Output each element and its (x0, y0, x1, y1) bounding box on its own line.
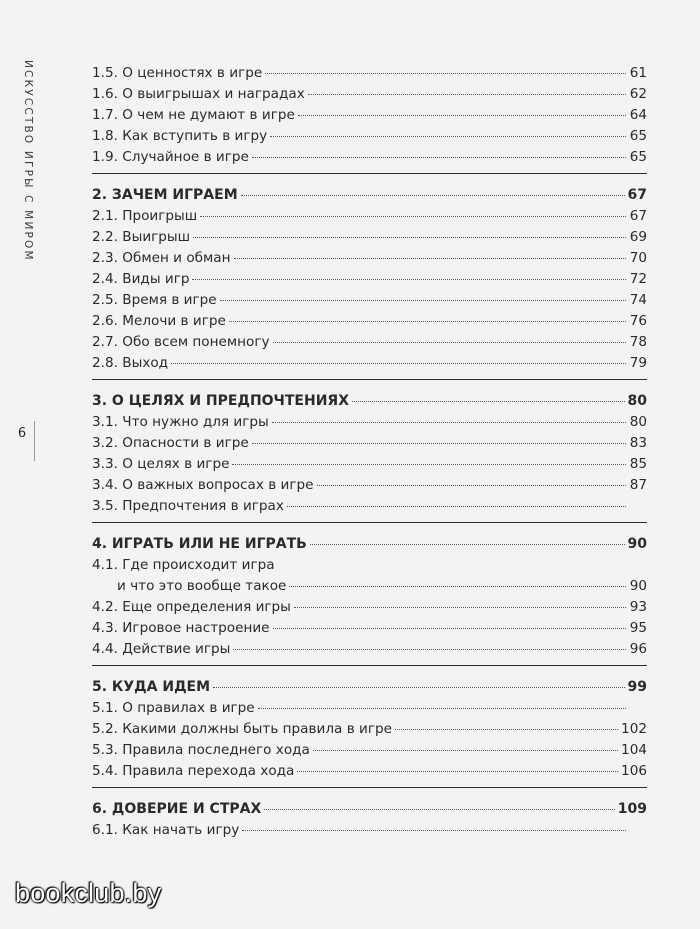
toc-entry-label: 5.3. Правила последнего хода (92, 742, 310, 758)
chapter-heading (92, 185, 647, 206)
toc-entry (92, 84, 647, 105)
toc-entry-label: и что это вообще такое (117, 578, 287, 594)
dot-leader (192, 279, 626, 280)
dot-leader (265, 73, 626, 74)
toc-entry-page: 80 (629, 414, 647, 430)
toc-entry-label: 4.1. Где происходит игра (92, 557, 275, 573)
dot-leader (252, 157, 626, 158)
dot-leader (233, 649, 626, 650)
dot-leader (352, 401, 625, 402)
toc-entry (92, 433, 647, 454)
toc-entry-page: 72 (629, 271, 647, 287)
dot-leader (193, 237, 626, 238)
chapter-heading-label: 4. ИГРАТЬ ИЛИ НЕ ИГРАТЬ (92, 536, 307, 552)
toc-entry-page: 83 (629, 435, 647, 451)
toc-entry-label: 2.6. Мелочи в игре (92, 313, 226, 329)
toc-entry (92, 63, 647, 84)
toc-entry (92, 227, 647, 248)
toc-entry-label: 4.4. Действие игры (92, 641, 231, 657)
dot-leader (200, 216, 626, 217)
dot-leader (297, 771, 618, 772)
toc-entry (92, 740, 647, 761)
toc-entry-label: 2.4. Виды игр (92, 271, 190, 287)
dot-leader (294, 607, 626, 608)
toc-entry-label: 3.4. О важных вопросах в игре (92, 477, 314, 493)
toc-entry (92, 820, 647, 841)
toc-entry (92, 248, 647, 269)
toc-entry-label: 1.8. Как вступить в игру (92, 128, 268, 144)
toc-entry (92, 618, 647, 639)
section-gap (92, 788, 647, 799)
toc-entry-label: 2.7. Обо всем понемногу (92, 334, 270, 350)
dot-leader (313, 750, 618, 751)
dot-leader (310, 544, 625, 545)
page-number-rule (34, 421, 35, 461)
dot-leader (273, 342, 626, 343)
dot-leader (287, 506, 626, 507)
dot-leader (234, 258, 627, 259)
chapter-heading (92, 677, 647, 698)
toc-entry-label: 2.1. Проигрыш (92, 208, 198, 224)
dot-leader (229, 321, 626, 322)
watermark: bookclub.by (15, 878, 162, 908)
toc-entry-page: 64 (629, 107, 647, 123)
dot-leader (289, 586, 626, 587)
toc-entry-page: 78 (629, 334, 647, 350)
dot-leader (213, 687, 624, 688)
chapter-heading (92, 391, 647, 412)
chapter-heading-page: 109 (617, 801, 647, 817)
section-gap (92, 666, 647, 677)
toc-entry (92, 332, 647, 353)
chapter-heading (92, 799, 647, 820)
running-title (18, 60, 38, 390)
toc-entry-page: 85 (629, 456, 647, 472)
chapter-heading (92, 534, 647, 555)
toc-entry (92, 639, 647, 660)
toc-entry-page: 65 (629, 149, 647, 165)
toc-entry-page: 79 (629, 355, 647, 371)
toc-entry (92, 269, 647, 290)
toc-entry-label: 4.2. Еще определения игры (92, 599, 291, 615)
toc-entry-page: 74 (629, 292, 647, 308)
chapter-heading-page: 80 (627, 393, 647, 409)
section-gap (92, 174, 647, 185)
dot-leader (272, 422, 626, 423)
dot-leader (298, 115, 626, 116)
chapter-heading-page: 67 (627, 187, 647, 203)
toc-entry-label: 2.5. Время в игре (92, 292, 217, 308)
dot-leader (252, 443, 626, 444)
toc-entry (92, 698, 647, 719)
toc-entry-page: 62 (629, 86, 647, 102)
toc-entry-label: 3.5. Предпочтения в играх (92, 498, 284, 514)
toc-entry-page: 102 (621, 721, 647, 737)
toc-entry (92, 555, 647, 576)
toc-entry (92, 353, 647, 374)
toc-entry (92, 475, 647, 496)
chapter-heading-page: 90 (627, 536, 647, 552)
toc-entry-page: 69 (629, 229, 647, 245)
toc-entry (92, 761, 647, 782)
toc-entry-label: 1.9. Случайное в игре (92, 149, 249, 165)
dot-leader (171, 363, 626, 364)
toc-entry-label: 3.1. Что нужно для игры (92, 414, 269, 430)
table-of-contents (92, 63, 647, 841)
dot-leader (264, 809, 615, 810)
toc-entry-page: 90 (629, 578, 647, 594)
toc-entry (92, 576, 647, 597)
dot-leader (308, 94, 626, 95)
dot-leader (270, 136, 626, 137)
toc-entry-label: 1.7. О чем не думают в игре (92, 107, 295, 123)
toc-entry-page: 87 (629, 477, 647, 493)
dot-leader (395, 729, 618, 730)
dot-leader (258, 708, 626, 709)
chapter-heading-page: 99 (627, 679, 647, 695)
toc-entry-label: 2.8. Выход (92, 355, 169, 371)
toc-entry-page: 95 (629, 620, 647, 636)
dot-leader (242, 830, 626, 831)
chapter-heading-label: 2. ЗАЧЕМ ИГРАЕМ (92, 187, 238, 203)
dot-leader (241, 195, 625, 196)
toc-entry (92, 496, 647, 517)
toc-entry-label: 1.6. О выигрышах и наградах (92, 86, 305, 102)
chapter-heading-label: 6. ДОВЕРИЕ И СТРАХ (92, 801, 262, 817)
toc-entry-page: 65 (629, 128, 647, 144)
toc-entry (92, 206, 647, 227)
chapter-heading-label: 3. О ЦЕЛЯХ И ПРЕДПОЧТЕНИЯХ (92, 393, 349, 409)
toc-entry-page: 61 (629, 65, 647, 81)
toc-entry (92, 147, 647, 168)
toc-entry-label: 4.3. Игровое настроение (92, 620, 270, 636)
toc-entry (92, 126, 647, 147)
dot-leader (317, 485, 627, 486)
dot-leader (220, 300, 626, 301)
dot-leader (232, 464, 626, 465)
toc-entry (92, 311, 647, 332)
dot-leader (273, 628, 626, 629)
toc-entry (92, 290, 647, 311)
toc-entry-page: 93 (629, 599, 647, 615)
section-gap (92, 380, 647, 391)
toc-entry-label: 5.2. Какими должны быть правила в игре (92, 721, 392, 737)
chapter-heading-label: 5. КУДА ИДЕМ (92, 679, 211, 695)
toc-entry (92, 597, 647, 618)
toc-entry-label: 2.3. Обмен и обман (92, 250, 231, 266)
section-gap (92, 523, 647, 534)
toc-entry-label: 6.1. Как начать игру (92, 822, 240, 838)
toc-entry-label: 3.3. О целях в игре (92, 456, 230, 472)
toc-entry-page: 67 (629, 208, 647, 224)
toc-entry-label: 3.2. Опасности в игре (92, 435, 249, 451)
toc-entry-page: 76 (629, 313, 647, 329)
toc-entry-page: 70 (629, 250, 647, 266)
toc-entry (92, 719, 647, 740)
toc-entry (92, 412, 647, 433)
page-number: 6 (17, 426, 27, 441)
toc-entry (92, 454, 647, 475)
toc-entry (92, 105, 647, 126)
toc-entry-label: 1.5. О ценностях в игре (92, 65, 263, 81)
toc-entry-page: 106 (621, 763, 647, 779)
toc-entry-page: 96 (629, 641, 647, 657)
toc-entry-label: 5.4. Правила перехода хода (92, 763, 295, 779)
toc-entry-label: 5.1. О правилах в игре (92, 700, 255, 716)
running-title-text: ИСКУССТВО ИГРЫ С МИРОМ (22, 60, 34, 262)
toc-entry-label: 2.2. Выигрыш (92, 229, 191, 245)
toc-entry-page: 104 (621, 742, 647, 758)
